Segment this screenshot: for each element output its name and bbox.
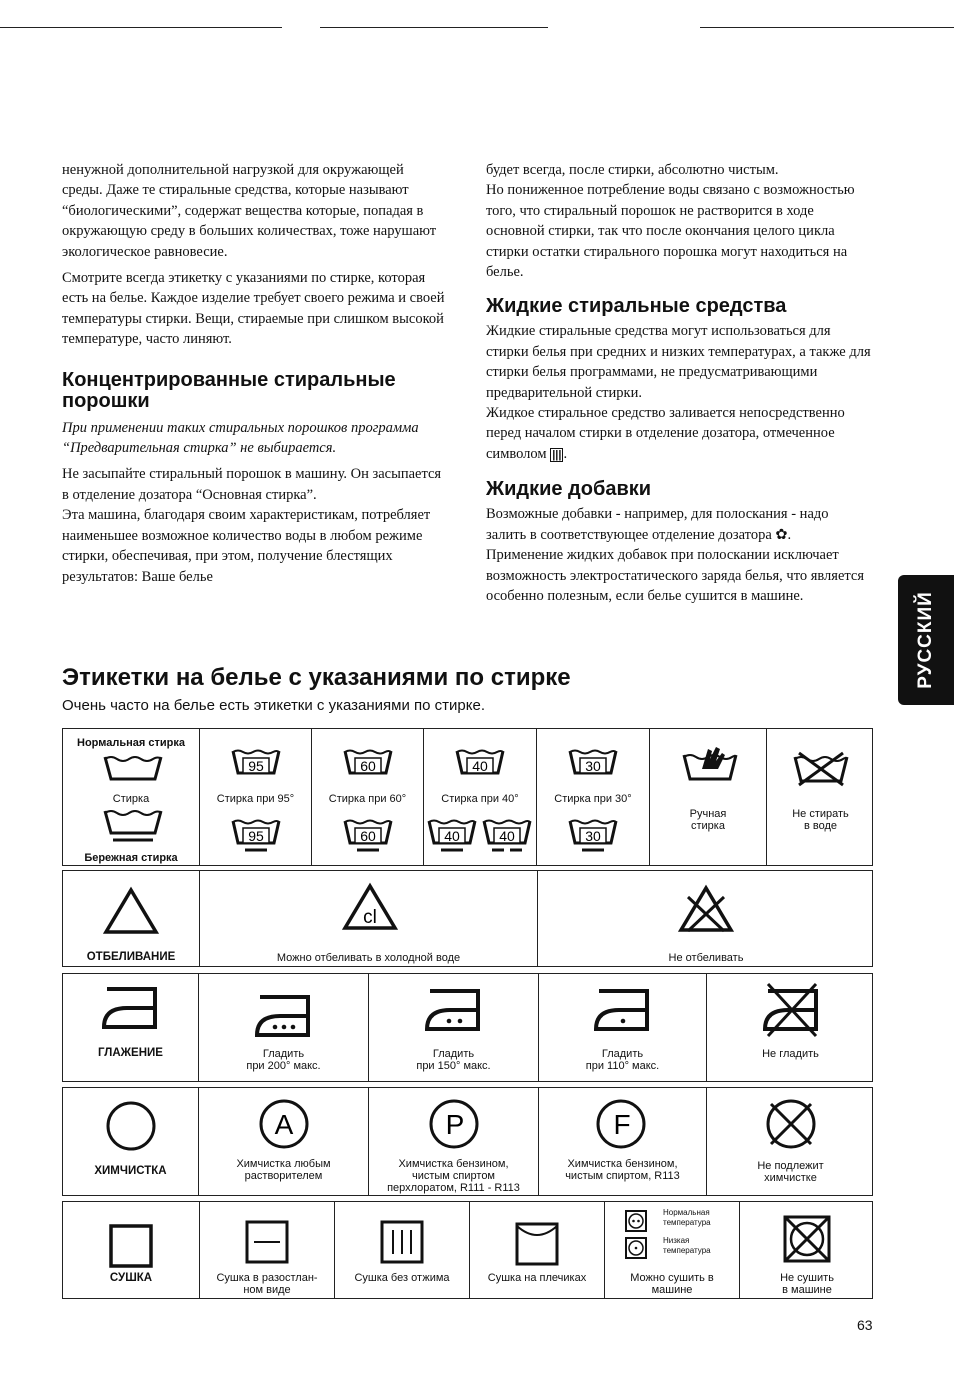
no-wash-icon: [791, 753, 851, 787]
right-para-4: Жидкое стиральное средство заливается непосредственно перед началом стирки в отделение дозатора, отмеченное символом ||| .: [486, 405, 845, 462]
right-para-3: Жидкие стиральные средства могут использоваться для стирки белья при средних и низких температурах, а также для стирки белья программами, не предусматривающими предварительной стирки.: [486, 323, 871, 401]
wash-95-delicate-icon: [231, 819, 281, 855]
heading-concentrated: Концентрированные стиральные порошки: [62, 368, 396, 412]
no-dry-clean-label: Не подлежит химчистке: [757, 1160, 824, 1184]
wash-30-label: Стирка при 30°: [554, 793, 632, 805]
bleach-cell-cold: [199, 871, 537, 966]
tumble-low-icon: [625, 1237, 647, 1259]
no-iron-label: Не гладить: [762, 1048, 819, 1060]
no-wash-label: Не стирать в воде: [792, 808, 849, 832]
left-para-1: ненужной дополнительной нагрузкой для окружающей среды. Даже те стиральные средства, которые называют “биологическими”, содержат вещества которые, попадая в окружающую среду в больших количествах, тоже нарушают экологическое равновесие.: [62, 162, 437, 260]
wash-30-icon: [568, 749, 618, 777]
wash-95-delicate-temp: 95: [248, 828, 264, 844]
right-para-4-text: Жидкое стиральное средство заливается непосредственно перед началом стирки в отделение дозатора, отмеченное символом: [486, 405, 845, 462]
iron-cell-150: [368, 974, 538, 1081]
hand-wash-label: Ручная стирка: [689, 808, 727, 832]
wash-cell-normal: [63, 729, 199, 865]
iron-200-label: Гладить при 200° макс.: [246, 1048, 321, 1072]
dry-flat-icon: [245, 1220, 289, 1264]
bleach-cell-title: [63, 871, 199, 966]
dry-cell-no-machine: [739, 1202, 874, 1298]
italic-note: При применении таких стиральных порошков программа “Предварительная стирка” не выбирается.: [62, 419, 419, 457]
wash-row: [62, 728, 873, 866]
no-bleach-label: Не отбеливать: [668, 952, 744, 964]
wash-delicate-icon: [103, 809, 163, 843]
dry-clean-f-letter: F: [613, 1109, 631, 1140]
dry-clean-cell-f: [538, 1088, 706, 1195]
wash-30-temp: 30: [585, 758, 601, 774]
wash-40-very-delicate-temp: 40: [499, 828, 515, 844]
iron-row: [62, 973, 873, 1082]
dry-clean-f-label: Химчистка бензином, чистым спиртом, R113: [565, 1158, 680, 1182]
wash-cell-30: [536, 729, 649, 865]
iron-cell-200: [198, 974, 368, 1081]
dry-clean-circle-icon: [105, 1100, 157, 1152]
dry-clean-title: ХИМЧИСТКА: [94, 1165, 167, 1177]
dry-clean-a-icon: [258, 1098, 310, 1150]
wash-cell-40: [423, 729, 536, 865]
tumble-low-label: Низкая температура: [663, 1236, 711, 1255]
main-wash-symbol-icon: |||: [552, 448, 562, 461]
iron-cell-title: [63, 974, 198, 1081]
wash-tub-icon: [103, 755, 163, 781]
language-tab: [898, 575, 954, 705]
right-column: [486, 160, 872, 612]
heading-additives: Жидкие добавки: [486, 478, 652, 501]
dry-clean-cell-a: [198, 1088, 368, 1195]
dry-clean-cell-p: [368, 1088, 538, 1195]
top-rule-mid: [320, 27, 548, 28]
left-para-3: Не засыпайте стиральный порошок в машину. Он засыпается в отделение дозатора “Основная стирка”.: [62, 466, 442, 503]
section-title: Этикетки на белье с указаниями по стирке: [62, 664, 571, 691]
dry-clean-cell-title: [63, 1088, 198, 1195]
dry-cell-title: [63, 1202, 199, 1298]
right-para-2: Но пониженное потребление воды связано с возможностью того, что стиральный порошок не растворится в ходе основной стирки, так что после окончания целого цикла стирки остатки стирального порошка могут находиться на белье.: [486, 182, 855, 281]
bleach-cl-text: cl: [363, 907, 377, 928]
wash-30-delicate-temp: 30: [585, 828, 601, 844]
dry-clean-p-letter: P: [445, 1109, 465, 1140]
right-para-5a: Возможные добавки - например, для полоскания - надо залить в соответствующее отделение дозатора: [486, 506, 829, 543]
dry-row: [62, 1201, 873, 1299]
wash-40-very-delicate-icon: [482, 819, 532, 855]
dry-cell-machine: [604, 1202, 739, 1298]
wash-40-label: Стирка при 40°: [441, 793, 519, 805]
iron-150-label: Гладить при 150° макс.: [416, 1048, 491, 1072]
dry-clean-cell-no: [706, 1088, 874, 1195]
bleach-title: ОТБЕЛИВАНИЕ: [86, 951, 176, 963]
left-column: [62, 160, 447, 593]
wash-30-delicate-icon: [568, 819, 618, 855]
left-para-4: Эта машина, благодаря своим характеристикам, потребляет наименьшее возможное количество воды в любом режиме стирки, обеспечивая, при этом, получение блестящих результатов: Ваше белье: [62, 507, 431, 585]
iron-110-label: Гладить при 110° макс.: [585, 1048, 660, 1072]
top-rule-right: [700, 27, 954, 28]
no-tumble-dry-label: Не сушить в машине: [780, 1272, 834, 1296]
iron-icon: [101, 986, 161, 1030]
dry-clean-p-label: Химчистка бензином, чистым спиртом перхлоратом, R111 - R113: [387, 1158, 520, 1194]
dry-square-icon: [109, 1224, 153, 1268]
wash-normal-title: Нормальная стирка: [77, 737, 185, 749]
iron-title: ГЛАЖЕНИЕ: [98, 1047, 163, 1059]
wash-60-delicate-icon: [343, 819, 393, 855]
wash-delicate-title: Бережная стирка: [84, 852, 178, 864]
tumble-normal-icon: [625, 1210, 647, 1232]
wash-60-icon: [343, 749, 393, 777]
wash-cell-60: [311, 729, 423, 865]
language-tab-label: РУССКИЙ: [915, 591, 936, 689]
wash-cell-no: [766, 729, 874, 865]
iron-150-icon: [424, 988, 484, 1032]
dry-title: СУШКА: [109, 1272, 153, 1284]
dry-cell-drip: [334, 1202, 469, 1298]
wash-95-temp: 95: [248, 758, 264, 774]
bleach-cell-no: [537, 871, 874, 966]
bleach-cl-icon: [342, 883, 398, 931]
wash-60-label: Стирка при 60°: [328, 793, 407, 805]
dry-hang-icon: [515, 1222, 559, 1266]
hand-wash-icon: [682, 743, 738, 785]
wash-40-temp: 40: [472, 758, 488, 774]
dry-clean-a-label: Химчистка любым растворителем: [236, 1158, 331, 1182]
wash-40-icon: [455, 749, 505, 777]
heading-liquid: Жидкие стиральные средства: [486, 295, 787, 318]
dry-drip-label: Сушка без отжима: [354, 1272, 450, 1284]
dry-clean-f-icon: [595, 1098, 647, 1150]
wash-60-temp: 60: [360, 758, 376, 774]
top-rule-left: [0, 27, 282, 28]
dry-clean-a-letter: A: [274, 1109, 294, 1140]
bleach-triangle-icon: [103, 887, 159, 935]
wash-95-icon: [231, 749, 281, 777]
wash-95-label: Стирка при 95°: [216, 793, 295, 805]
iron-cell-110: [538, 974, 706, 1081]
wash-label: Стирка: [112, 793, 150, 805]
no-bleach-icon: [678, 885, 734, 933]
dry-drip-icon: [380, 1220, 424, 1264]
page-number: 63: [857, 1317, 873, 1333]
wash-40-delicate-icon: [427, 819, 477, 855]
wash-40-delicate-temp: 40: [444, 828, 460, 844]
section-subtitle: Очень часто на белье есть этикетки с указаниями по стирке.: [62, 697, 485, 714]
dry-hang-label: Сушка на плечиках: [487, 1272, 587, 1284]
bleach-cold-label: Можно отбеливать в холодной воде: [276, 952, 461, 964]
tumble-dry-label: Можно сушить в машине: [630, 1272, 714, 1296]
wash-cell-hand: [649, 729, 766, 865]
left-para-2: Смотрите всегда этикетку с указаниями по стирке, которая есть на белье. Каждое изделие требует своего режима и своей температуры стирки. Вещи, стираемые при слишком высокой температуре, часто линяют.: [62, 270, 445, 348]
right-para-5: [486, 504, 872, 606]
iron-200-icon: [254, 994, 314, 1038]
no-tumble-dry-icon: [782, 1214, 832, 1264]
tumble-normal-label: Нормальная температура: [663, 1208, 711, 1227]
no-dry-clean-icon: [765, 1098, 817, 1150]
dry-cell-flat: [199, 1202, 334, 1298]
wash-60-delicate-temp: 60: [360, 828, 376, 844]
right-para-1: будет всегда, после стирки, абсолютно чистым.: [486, 162, 779, 178]
dry-clean-p-icon: [428, 1098, 480, 1150]
no-iron-icon: [762, 982, 822, 1038]
softener-symbol-icon: ✿: [775, 526, 788, 543]
bleach-row: [62, 870, 873, 967]
iron-110-icon: [593, 988, 653, 1032]
right-para-5b: . Применение жидких добавок при полоскании исключает возможность электростатического заряда белья, что является особенно полезным, если белье сушится в машине.: [486, 526, 865, 604]
wash-cell-95: [199, 729, 311, 865]
dry-flat-label: Сушка в разостлан- ном виде: [216, 1272, 318, 1296]
iron-cell-no: [706, 974, 874, 1081]
dry-clean-row: [62, 1087, 873, 1196]
dry-cell-hang: [469, 1202, 604, 1298]
